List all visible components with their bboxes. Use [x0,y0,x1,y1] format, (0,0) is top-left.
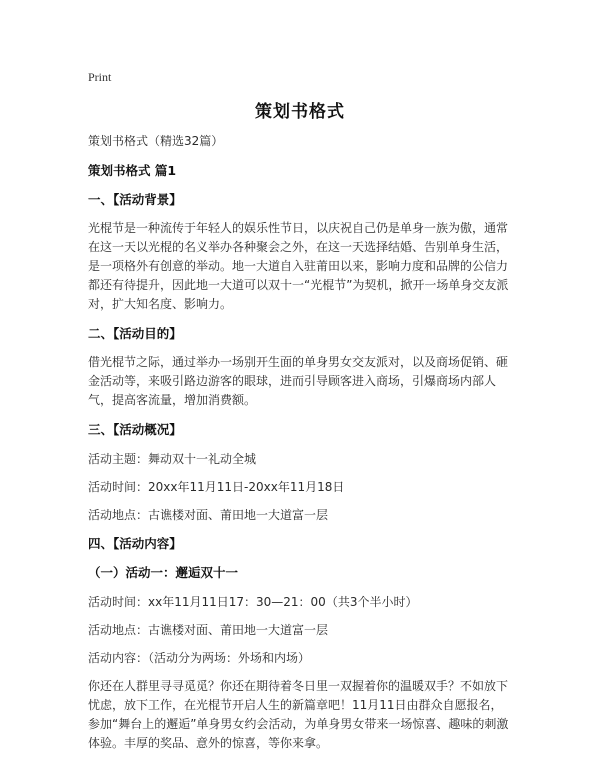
event-time: 活动时间：20xx年11月11日-20xx年11月18日 [88,480,345,494]
print-label[interactable]: Print [88,70,112,84]
event-place: 活动地点：古谯楼对面、莆田地一大道富一层 [88,508,329,522]
section-heading-overview: 三、【活动概况】 [88,422,182,437]
activity-time: 活动时间：xx年11月11日17：30—21：00（共3个半小时） [88,595,418,609]
section-heading-background: 一、【活动背景】 [88,192,182,207]
section-text-background: 光棍节是一种流传于年轻人的娱乐性节日，以庆祝自己仍是单身一族为傲，通常在这一天以光棍的名义举办各种聚会之外，在这一天选择结婚、告别单身生活，是一项格外有创意的举动。地一大道自入驻莆田以来，影响力度和品牌的公信力都还有待提升，因此地一大道可以双十一“光棍节”为契机，掀开一场单身交友派对，扩大知名度、影响力。 [88,221,509,311]
page-title: 策划书格式 [255,102,345,122]
activity-description: 你还在人群里寻寻觅觅？你还在期待着冬日里一双握着你的温暖双手？不如放下忧虑，放下工作，在光棍节开启人生的新篇章吧！11月11日由群众自愿报名，参加“舞台上的邂逅”单身男女约会活动，为单身男女带来一场惊喜、趣味的刺激体验。丰厚的奖品、意外的惊喜，等你来拿。 [88,679,509,750]
activity-content: 活动内容：（活动分为两场：外场和内场） [88,651,311,665]
section-text-purpose: 借光棍节之际，通过举办一场别开生面的单身男女交友派对，以及商场促销、砸金活动等，来吸引路边游客的眼球，进而引导顾客进入商场，引爆商场内部人气，提高客流量，增加消费额。 [88,355,509,407]
subsection-heading: （一）活动一：邂逅双十一 [88,565,239,580]
section-heading-purpose: 二、【活动目的】 [88,326,182,341]
event-theme: 活动主题：舞动双十一礼动全城 [88,452,257,466]
document-content [88,132,510,753]
section-heading-content: 四、【活动内容】 [88,536,182,551]
document-subtitle: 策划书格式（精选32篇） [88,134,224,148]
activity-place: 活动地点：古谯楼对面、莆田地一大道富一层 [88,623,329,637]
article-heading: 策划书格式 篇1 [88,163,177,178]
